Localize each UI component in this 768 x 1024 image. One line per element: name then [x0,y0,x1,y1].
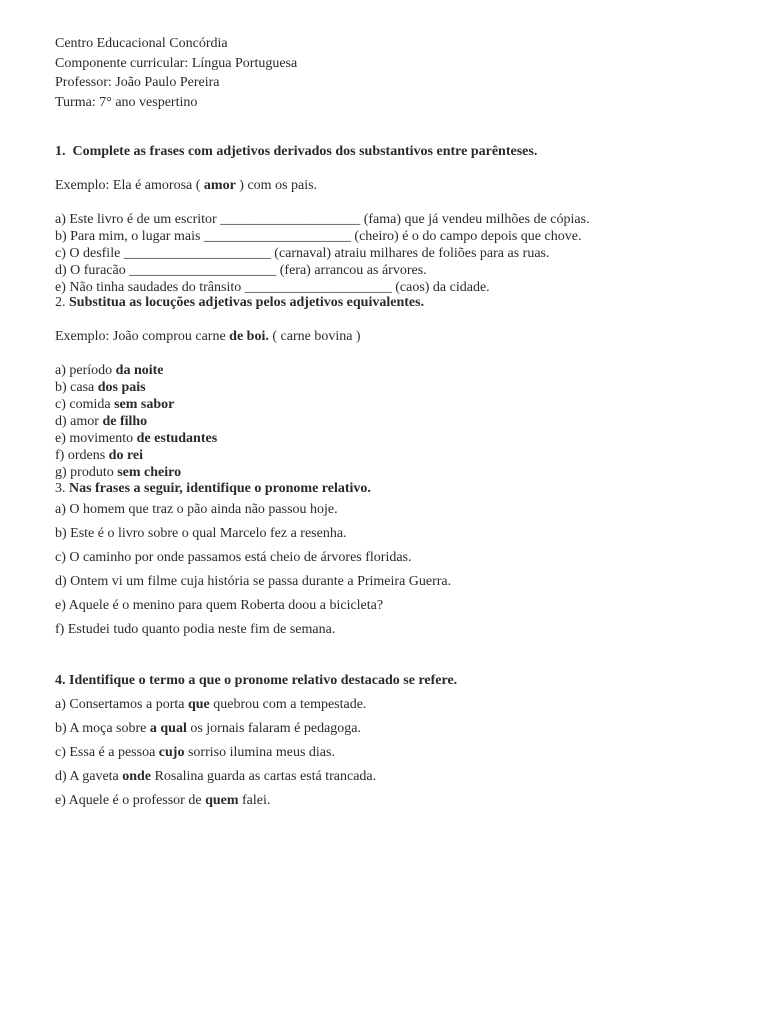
question-4-item: a) Consertamos a porta que quebrou com a tempestade. [55,697,367,712]
question-2-item: a) período da noite [55,363,164,378]
question-1-number: 1. [55,144,66,159]
question-1-item: b) Para mim, o lugar mais _____________________ (cheiro) é o do campo depois que chove. [55,229,582,244]
question-1-item: d) O furacão _____________________ (fera) arrancou as árvores. [55,263,427,278]
question-4-item: c) Essa é a pessoa cujo sorriso ilumina meus dias. [55,745,335,760]
question-1-heading [55,143,738,160]
question-2-item: f) ordens do rei [55,448,144,463]
question-2-item: d) amor de filho [55,414,148,429]
question-2-item: e) movimento de estudantes [55,431,218,446]
question-1 [55,143,738,296]
question-2-number: 2. [55,295,66,310]
question-3-item: c) O caminho por onde passamos está cheio de árvores floridas. [55,550,412,565]
question-3-item: b) Este é o livro sobre o qual Marcelo fez a resenha. [55,526,347,541]
document-header [55,34,738,112]
question-4 [55,672,738,816]
question-3-item: d) Ontem vi um filme cuja história se passa durante a Primeira Guerra. [55,574,452,589]
question-2 [55,294,738,481]
teacher-name: Professor: João Paulo Pereira [55,75,220,90]
question-4-item: b) A moça sobre a qual os jornais falaram é pedagoga. [55,721,361,736]
question-2-item: g) produto sem cheiro [55,465,182,480]
question-4-title: Identifique o termo a que o pronome relativo destacado se refere. [69,673,458,688]
question-3-item: e) Aquele é o menino para quem Roberta doou a bicicleta? [55,598,384,613]
question-1-title: Complete as frases com adjetivos derivados dos substantivos entre parênteses. [72,144,538,159]
question-1-example: Exemplo: Ela é amorosa ( amor ) com os pais. [55,178,318,193]
question-4-item: d) A gaveta onde Rosalina guarda as cartas está trancada. [55,769,377,784]
question-2-example: Exemplo: João comprou carne de boi. ( carne bovina ) [55,329,361,344]
class-info: Turma: 7° ano vespertino [55,94,198,110]
question-2-item: b) casa dos pais [55,380,146,395]
question-3 [55,480,738,645]
question-3-number: 3. [55,481,66,496]
curricular-component: Componente curricular: Língua Portuguesa [55,55,298,71]
question-3-heading [55,480,738,501]
question-4-heading [55,672,738,696]
question-1-item: c) O desfile _____________________ (carnaval) atraiu milhares de foliões para as ruas. [55,246,550,261]
question-4-item: e) Aquele é o professor de quem falei. [55,793,271,808]
question-4-number: 4. [55,673,66,688]
question-2-item: c) comida sem sabor [55,397,175,412]
question-2-title: Substitua as locuções adjetivas pelos adjetivos equivalentes. [69,295,425,310]
question-2-heading [55,294,738,311]
school-name: Centro Educacional Concórdia [55,36,228,51]
question-1-item: a) Este livro é de um escritor ____________________ (fama) que já vendeu milhões de cópias. [55,212,590,227]
question-1-item: e) Não tinha saudades do trânsito _____________________ (caos) da cidade. [55,280,490,295]
question-3-title: Nas frases a seguir, identifique o pronome relativo. [69,481,371,496]
question-3-item: f) Estudei tudo quanto podia neste fim de semana. [55,622,336,637]
question-3-item: a) O homem que traz o pão ainda não passou hoje. [55,502,338,517]
